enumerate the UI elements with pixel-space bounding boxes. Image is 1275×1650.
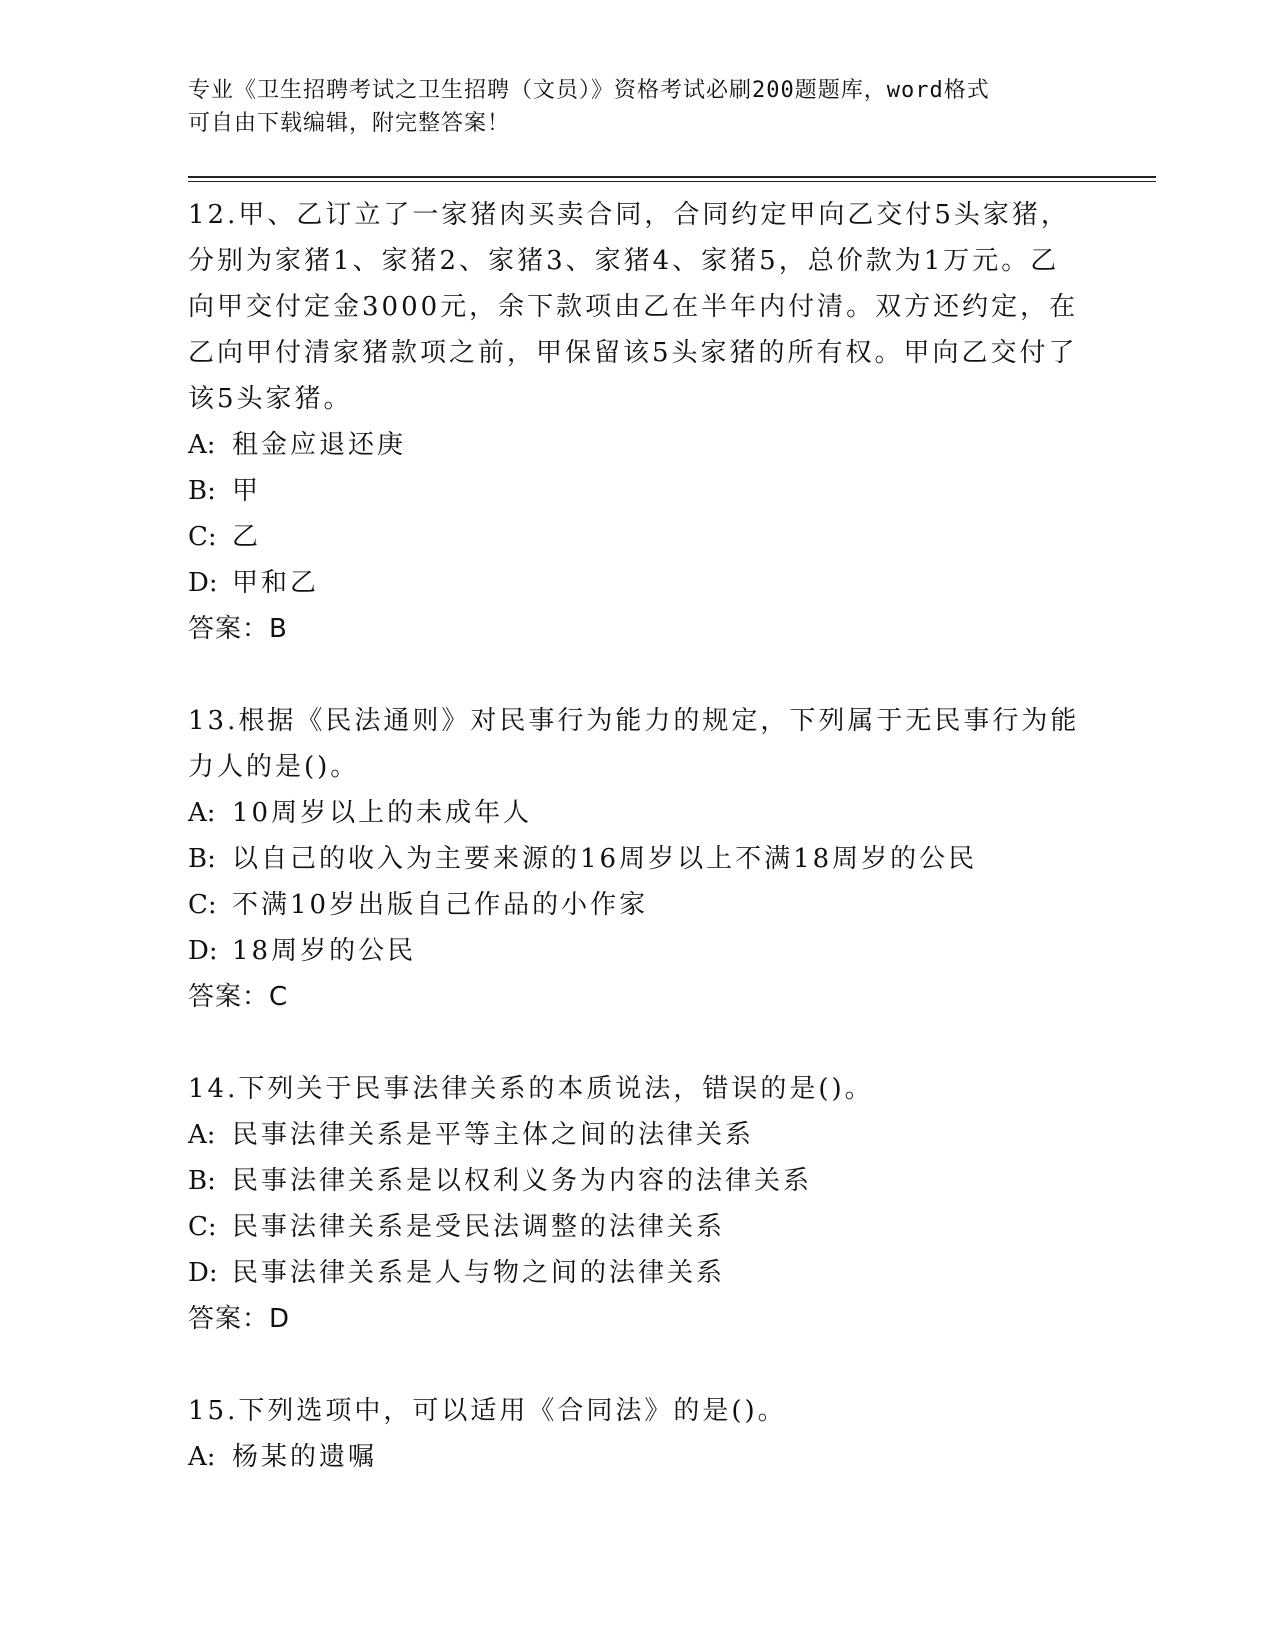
- option-letter: D:: [188, 936, 218, 966]
- answer-line: 答案：B: [188, 614, 288, 644]
- option-letter: A:: [188, 1120, 216, 1150]
- option-a: [188, 1112, 1088, 1158]
- option-letter: D:: [188, 1258, 218, 1288]
- header-line-1: 专业《卫生招聘考试之卫生招聘（文员）》资格考试必刷200题题库，word格式: [188, 78, 990, 103]
- option-text: 18周岁的公民: [232, 936, 417, 966]
- option-a: [188, 790, 1088, 836]
- question-text: 14.下列关于民事法律关系的本质说法，错误的是()。: [188, 1074, 874, 1104]
- option-letter: A:: [188, 1442, 216, 1472]
- option-b: [188, 468, 1088, 514]
- option-letter: C:: [188, 1212, 217, 1242]
- question-14: [188, 1066, 1088, 1342]
- question-text: 13.根据《民法通则》对民事行为能力的规定，下列属于无民事行为能力人的是()。: [188, 706, 1080, 782]
- option-c: [188, 1204, 1088, 1250]
- option-letter: C:: [188, 522, 217, 552]
- option-letter: C:: [188, 890, 217, 920]
- answer-line: 答案：D: [188, 1304, 291, 1334]
- option-text: 乙: [232, 522, 262, 552]
- option-text: 10周岁以上的未成年人: [232, 798, 533, 828]
- question-text: 12.甲、乙订立了一家猪肉买卖合同，合同约定甲向乙交付5头家猪，分别为家猪1、家猪2、家猪3、家猪4、家猪5，总价款为1万元。乙向甲交付定金3000元，余下款项由乙在半年内付清。双方还约定，在乙向甲付清家猪款项之前，甲保留该5头家猪的所有权。甲向乙交付了该5头家猪。: [188, 200, 1079, 414]
- option-b: [188, 1158, 1088, 1204]
- answer-line: 答案：C: [188, 982, 289, 1012]
- option-text: 杨某的遗嘱: [232, 1442, 378, 1472]
- question-13: [188, 698, 1088, 1020]
- option-letter: B:: [188, 844, 216, 874]
- option-c: [188, 514, 1088, 560]
- option-text: 民事法律关系是平等主体之间的法律关系: [232, 1120, 755, 1150]
- option-letter: B:: [188, 476, 216, 506]
- option-d: [188, 560, 1088, 606]
- option-letter: A:: [188, 430, 216, 460]
- option-text: 不满10岁出版自己作品的小作家: [232, 890, 649, 920]
- option-text: 甲: [232, 476, 262, 506]
- option-text: 民事法律关系是受民法调整的法律关系: [232, 1212, 726, 1242]
- option-text: 民事法律关系是人与物之间的法律关系: [232, 1258, 726, 1288]
- option-letter: A:: [188, 798, 216, 828]
- option-text: 民事法律关系是以权利义务为内容的法律关系: [232, 1166, 813, 1196]
- question-text: 15.下列选项中，可以适用《合同法》的是()。: [188, 1396, 787, 1426]
- header-divider: [188, 176, 1156, 182]
- question-12: [188, 192, 1088, 652]
- option-text: 甲和乙: [232, 568, 320, 598]
- option-letter: B:: [188, 1166, 216, 1196]
- question-15: [188, 1388, 1088, 1480]
- header-line-2: 可自由下载编辑，附完整答案！: [188, 111, 511, 136]
- option-d: [188, 1250, 1088, 1296]
- option-d: [188, 928, 1088, 974]
- option-text: 以自己的收入为主要来源的16周岁以上不满18周岁的公民: [232, 844, 978, 874]
- option-a: [188, 422, 1088, 468]
- option-a: [188, 1434, 1088, 1480]
- question-list: [188, 192, 1088, 1480]
- option-letter: D:: [188, 568, 218, 598]
- option-b: [188, 836, 1088, 882]
- option-text: 租金应退还庚: [232, 430, 407, 460]
- document-header: [188, 74, 1088, 140]
- option-c: [188, 882, 1088, 928]
